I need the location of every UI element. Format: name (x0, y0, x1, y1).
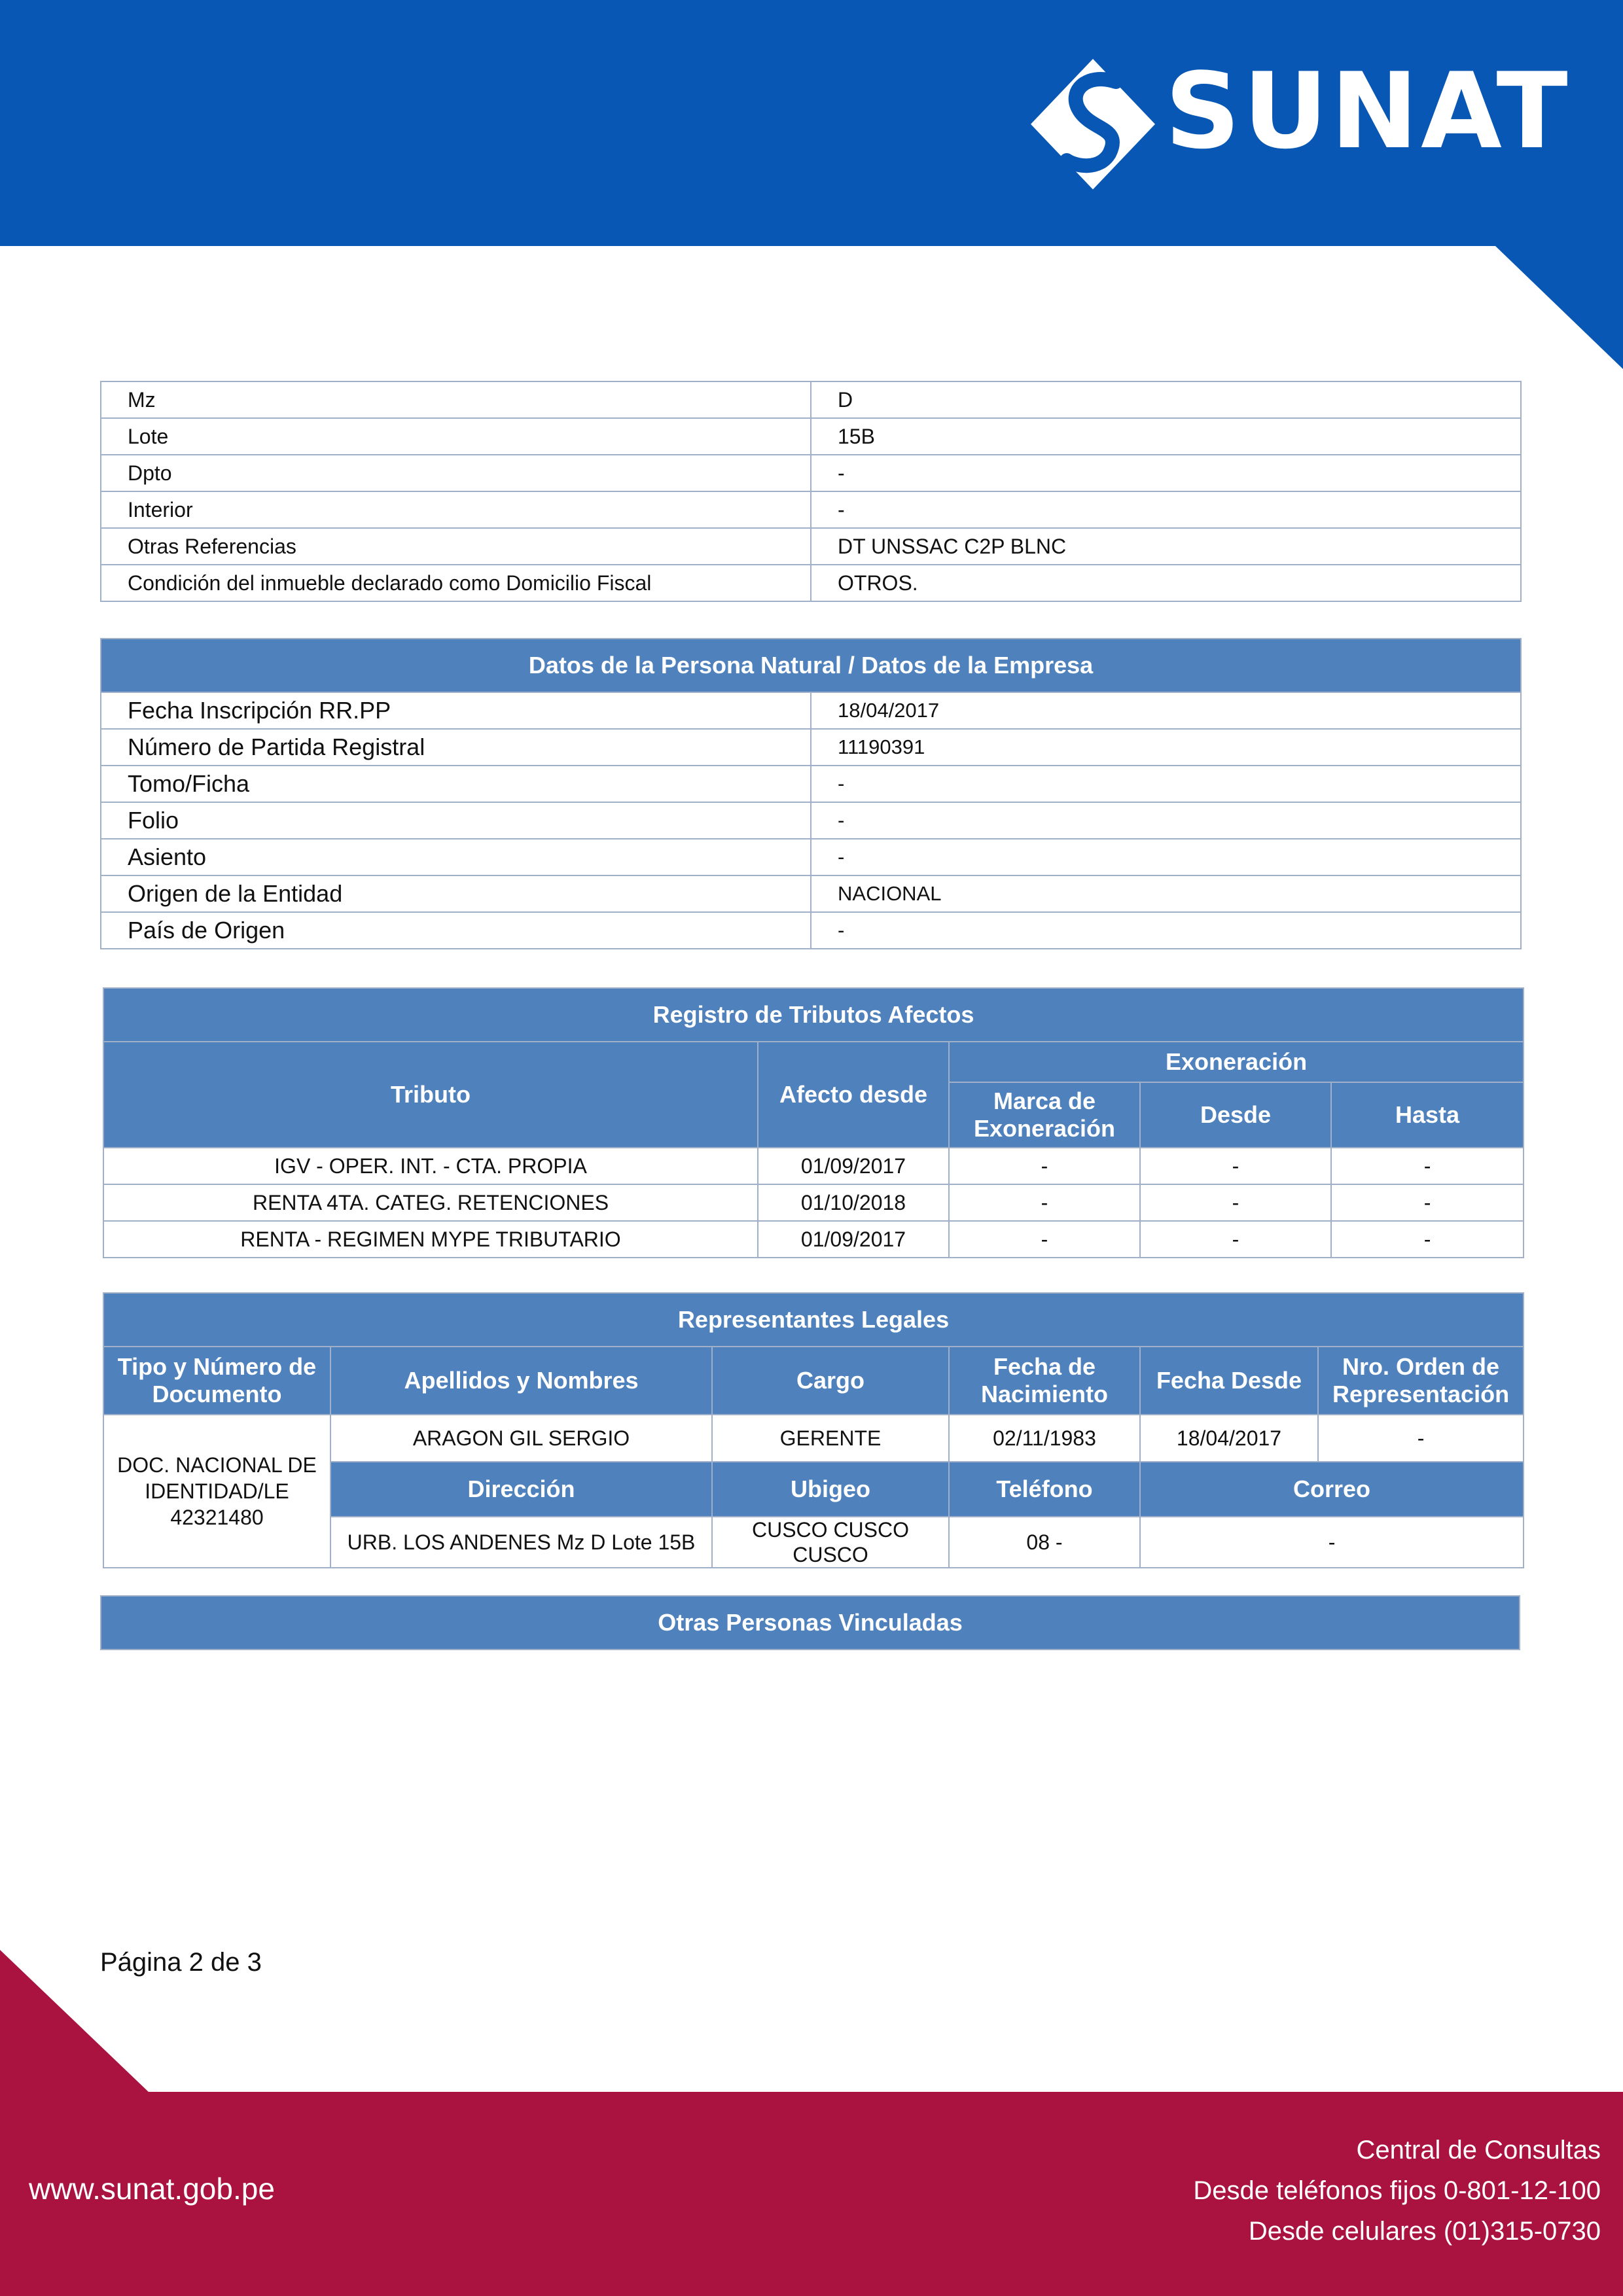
table-row (103, 1148, 1524, 1184)
desde-cell: - (1140, 1148, 1331, 1184)
col-ubigeo: Ubigeo (712, 1462, 949, 1517)
table-row (101, 875, 1521, 912)
correo-cell: - (1140, 1517, 1524, 1568)
hasta-cell: - (1331, 1221, 1524, 1258)
value-lote: 15B (811, 418, 1521, 455)
label-mz: Mz (101, 381, 811, 418)
table-row (101, 839, 1521, 875)
contact-title: Central de Consultas (1356, 2136, 1601, 2164)
value-folio: - (811, 802, 1521, 839)
col-fecha-desde: Fecha Desde (1140, 1347, 1318, 1415)
cargo-cell: GERENTE (712, 1415, 949, 1462)
label-otras-referencias: Otras Referencias (101, 528, 811, 565)
domicilio-table (100, 381, 1522, 602)
afecto-cell: 01/09/2017 (758, 1148, 949, 1184)
representantes-table (103, 1292, 1524, 1568)
table-row (103, 1415, 1524, 1462)
direccion-cell: URB. LOS ANDENES Mz D Lote 15B (330, 1517, 712, 1568)
sunat-logo (1031, 39, 1571, 203)
label-tomo: Tomo/Ficha (101, 766, 811, 802)
label-interior: Interior (101, 491, 811, 528)
label-condicion: Condición del inmueble declarado como Domicilio Fiscal (101, 565, 811, 601)
table-row (101, 381, 1521, 418)
label-folio: Folio (101, 802, 811, 839)
table-row (103, 1221, 1524, 1258)
otras-personas-title: Otras Personas Vinculadas (101, 1596, 1520, 1650)
tributo-cell: IGV - OPER. INT. - CTA. PROPIA (103, 1148, 758, 1184)
representantes-title: Representantes Legales (103, 1293, 1524, 1347)
desde-cell: - (1140, 1221, 1331, 1258)
marca-cell: - (949, 1148, 1140, 1184)
table-row (101, 912, 1521, 949)
col-exoneracion: Exoneración (949, 1042, 1524, 1082)
contact-celulares: Desde celulares (01)315-0730 (1248, 2217, 1601, 2246)
afecto-cell: 01/10/2018 (758, 1184, 949, 1221)
label-partida: Número de Partida Registral (101, 729, 811, 766)
label-lote: Lote (101, 418, 811, 455)
value-dpto: - (811, 455, 1521, 491)
desde-cell: - (1140, 1184, 1331, 1221)
col-hasta: Hasta (1331, 1082, 1524, 1148)
hasta-cell: - (1331, 1148, 1524, 1184)
tributos-title: Registro de Tributos Afectos (103, 988, 1524, 1042)
footer-corner-shape (0, 1950, 151, 2094)
ubigeo-cell: CUSCO CUSCO CUSCO (712, 1517, 949, 1568)
nacimiento-cell: 02/11/1983 (949, 1415, 1140, 1462)
col-fecha-nacimiento: Fecha de Nacimiento (949, 1347, 1140, 1415)
col-afecto-desde: Afecto desde (758, 1042, 949, 1148)
sunat-s-icon (1031, 46, 1155, 196)
telefono-cell: 08 - (949, 1517, 1140, 1568)
hasta-cell: - (1331, 1184, 1524, 1221)
col-marca-exoneracion: Marca de Exoneración (949, 1082, 1140, 1148)
label-pais: País de Origen (101, 912, 811, 949)
value-tomo: - (811, 766, 1521, 802)
table-row (101, 692, 1521, 729)
sunat-logo-text: SUNAT (1165, 50, 1571, 172)
value-otras-referencias: DT UNSSAC C2P BLNC (811, 528, 1521, 565)
otras-personas-table (100, 1595, 1520, 1650)
col-tributo: Tributo (103, 1042, 758, 1148)
col-nro-orden: Nro. Orden de Representación (1318, 1347, 1524, 1415)
documento-cell: DOC. NACIONAL DE IDENTIDAD/LE 42321480 (103, 1415, 330, 1568)
label-origen: Origen de la Entidad (101, 875, 811, 912)
table-row (101, 528, 1521, 565)
value-mz: D (811, 381, 1521, 418)
footer-contact (1193, 2130, 1601, 2252)
fecha-desde-cell: 18/04/2017 (1140, 1415, 1318, 1462)
col-tipo-documento: Tipo y Número de Documento (103, 1347, 330, 1415)
marca-cell: - (949, 1184, 1140, 1221)
contact-fijos: Desde teléfonos fijos 0-801-12-100 (1193, 2176, 1601, 2205)
persona-table (100, 638, 1522, 949)
table-row (103, 1184, 1524, 1221)
value-partida: 11190391 (811, 729, 1521, 766)
col-telefono: Teléfono (949, 1462, 1140, 1517)
value-interior: - (811, 491, 1521, 528)
tributos-table (103, 987, 1524, 1258)
col-desde: Desde (1140, 1082, 1331, 1148)
label-asiento: Asiento (101, 839, 811, 875)
value-condicion: OTROS. (811, 565, 1521, 601)
nombres-cell: ARAGON GIL SERGIO (330, 1415, 712, 1462)
tributo-cell: RENTA - REGIMEN MYPE TRIBUTARIO (103, 1221, 758, 1258)
col-direccion: Dirección (330, 1462, 712, 1517)
table-row (101, 729, 1521, 766)
label-fecha-inscripcion: Fecha Inscripción RR.PP (101, 692, 811, 729)
col-correo: Correo (1140, 1462, 1524, 1517)
col-cargo: Cargo (712, 1347, 949, 1415)
col-apellidos-nombres: Apellidos y Nombres (330, 1347, 712, 1415)
table-row (101, 491, 1521, 528)
value-origen: NACIONAL (811, 875, 1521, 912)
value-asiento: - (811, 839, 1521, 875)
table-row (101, 802, 1521, 839)
footer-website-link[interactable]: www.sunat.gob.pe (29, 2172, 275, 2206)
value-pais: - (811, 912, 1521, 949)
tributo-cell: RENTA 4TA. CATEG. RETENCIONES (103, 1184, 758, 1221)
table-row (101, 565, 1521, 601)
header-corner-shape (0, 245, 1623, 369)
page-number: Página 2 de 3 (100, 1948, 262, 1977)
label-dpto: Dpto (101, 455, 811, 491)
table-row (101, 455, 1521, 491)
value-fecha-inscripcion: 18/04/2017 (811, 692, 1521, 729)
orden-cell: - (1318, 1415, 1524, 1462)
marca-cell: - (949, 1221, 1140, 1258)
afecto-cell: 01/09/2017 (758, 1221, 949, 1258)
table-row (101, 766, 1521, 802)
table-row (101, 418, 1521, 455)
persona-title: Datos de la Persona Natural / Datos de la Empresa (101, 639, 1521, 692)
